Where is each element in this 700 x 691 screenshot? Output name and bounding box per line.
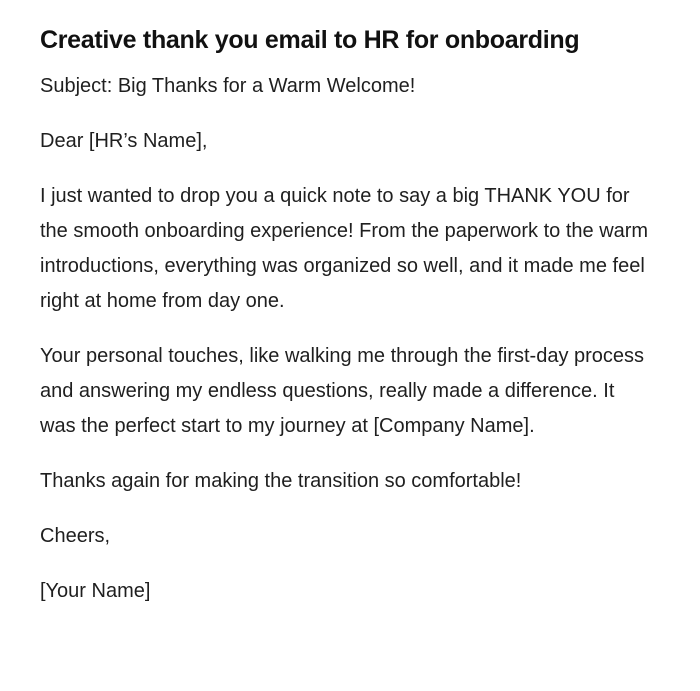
email-sign-off: Cheers, <box>40 525 111 547</box>
email-body-paragraph: Thanks again for making the transition so comfortable! <box>40 470 522 492</box>
page-title: Creative thank you email to HR for onboarding <box>40 26 580 54</box>
email-body-paragraph: Your personal touches, like walking me through the first-day process and answering my endless questions, really made a difference. It was the perfect start to my journey at [Company Name]. <box>40 345 645 437</box>
email-signature: [Your Name] <box>40 580 151 602</box>
email-subject: Subject: Big Thanks for a Warm Welcome! <box>40 75 416 97</box>
email-greeting: Dear [HR’s Name], <box>40 130 208 152</box>
email-body-paragraph: I just wanted to drop you a quick note to say a big THANK YOU for the smooth onboarding experience! From the paperwork to the warm introductions, everything was organized so well, and it made me feel right at home from day one. <box>40 185 649 312</box>
email-document <box>40 22 650 629</box>
